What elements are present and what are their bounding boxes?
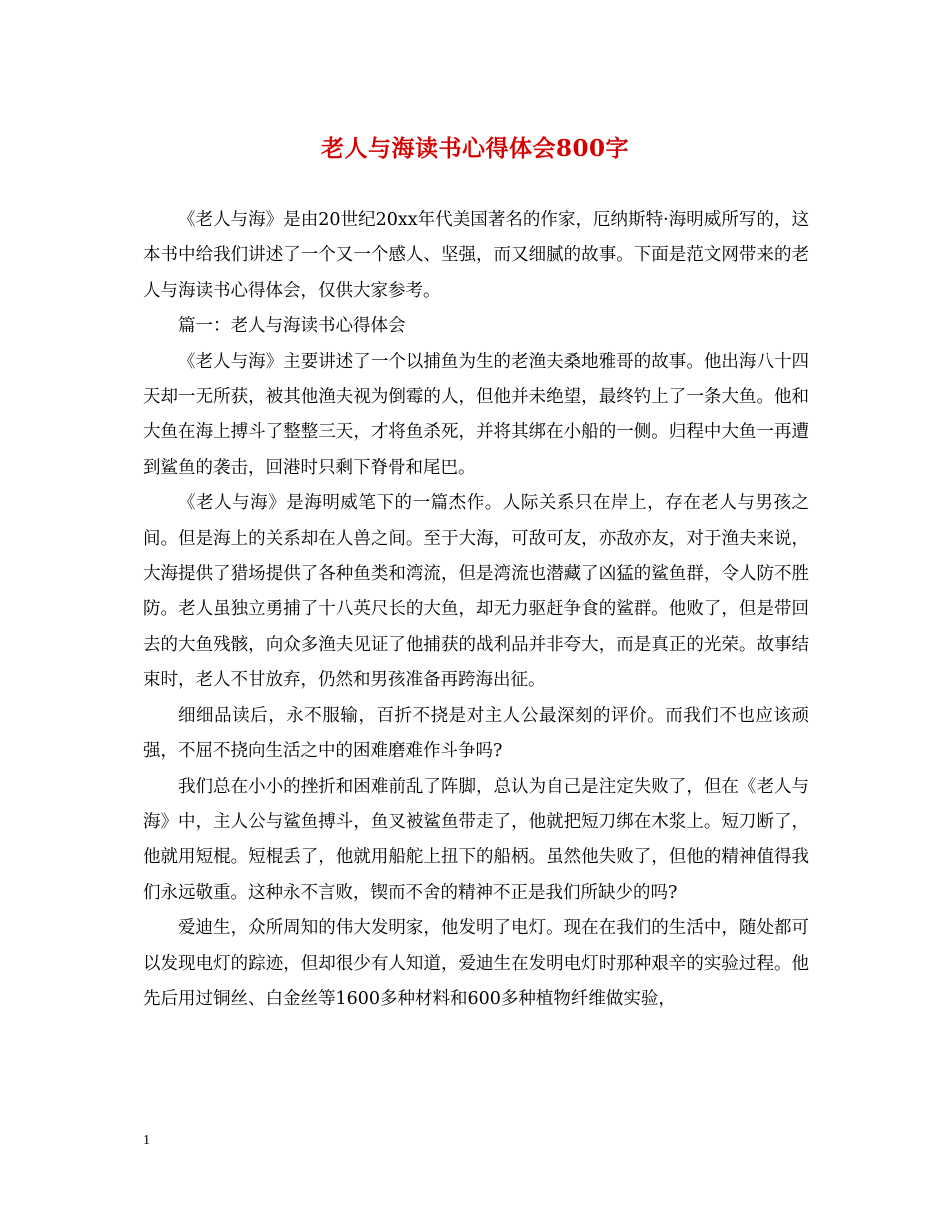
paragraph-edison: 爱迪生，众所周知的伟大发明家，他发明了电灯。现在在我们的生活中，随处都可以发现电灯的踪迹，但却很少有人知道，爱迪生在发明电灯时那种艰辛的实验过程。他先后用过铜丝、白金丝等1600多种材料和600多种植物纤维做实验， [143, 918, 809, 1009]
paragraph-setbacks: 我们总在小小的挫折和困难前乱了阵脚，总认为自己是注定失败了，但在《老人与海》中，主人公与鲨鱼搏斗，鱼叉被鲨鱼带走了，他就把短刀绑在木浆上。短刀断了，他就用短棍。短棍丢了，他就用船舵上扭下的船柄。虽然他失败了，但他的精神值得我们永远敬重。这种永不言败，锲而不舍的精神不正是我们所缺少的吗? [143, 776, 809, 903]
paragraph-intro: 《老人与海》是由20世纪20xx年代美国著名的作家，厄纳斯特·海明威所写的，这本书中给我们讲述了一个又一个感人、坚强，而又细腻的故事。下面是范文网带来的老人与海读书心得体会，仅供大家参考。 [143, 210, 809, 301]
paragraph-masterpiece: 《老人与海》是海明威笔下的一篇杰作。人际关系只在岸上，存在老人与男孩之间。但是海上的关系却在人兽之间。至于大海，可敌可友，亦敌亦友，对于渔夫来说，大海提供了猎场提供了各种鱼类和湾流，但是湾流也潜藏了凶猛的鲨鱼群，令人防不胜防。老人虽独立勇捕了十八英尺长的大鱼，却无力驱赶争食的鲨群。他败了，但是带回去的大鱼残骸，向众多渔夫见证了他捕获的战利品并非夸大，而是真正的光荣。故事结束时，老人不甘放弃，仍然和男孩准备再跨海出征。 [143, 493, 809, 691]
paragraph-reflection: 细细品读后，永不服输，百折不挠是对主人公最深刻的评价。而我们不也应该顽强，不屈不挠向生活之中的困难磨难作斗争吗? [143, 705, 809, 762]
section-heading: 篇一：老人与海读书心得体会 [178, 316, 406, 337]
page-number: 1 [143, 1133, 150, 1148]
paragraph-summary: 《老人与海》主要讲述了一个以捕鱼为生的老渔夫桑地雅哥的故事。他出海八十四天却一无所获，被其他渔夫视为倒霉的人，但他并未绝望，最终钓上了一条大鱼。他和大鱼在海上搏斗了整整三天，才将鱼杀死，并将其绑在小船的一侧。归程中大鱼一再遭到鲨鱼的袭击，回港时只剩下脊骨和尾巴。 [143, 351, 809, 478]
document-body [143, 203, 809, 1017]
document-title: 老人与海读书心得体会800字 [320, 135, 629, 162]
